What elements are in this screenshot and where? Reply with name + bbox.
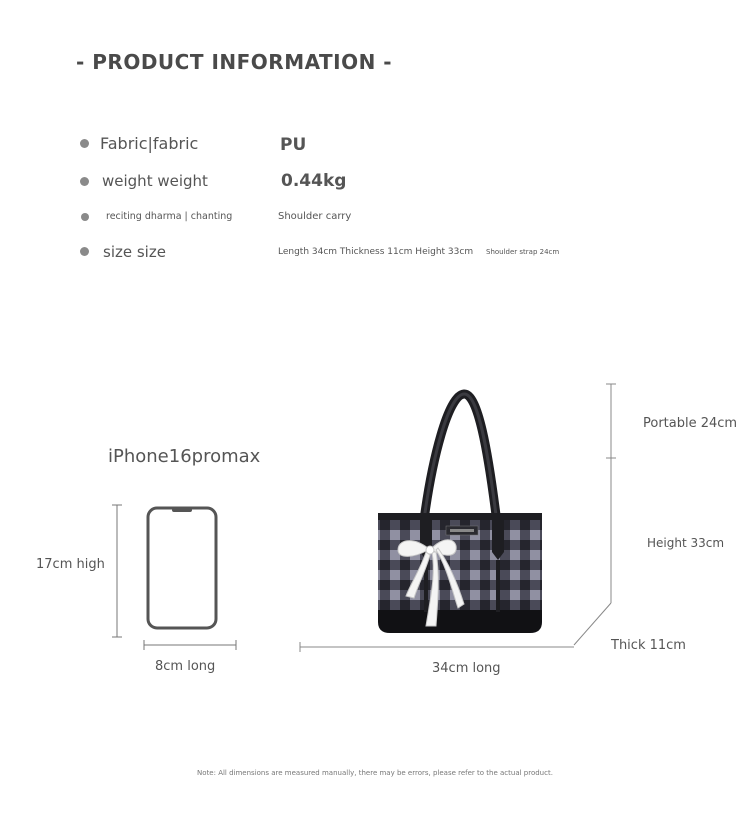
handbag-image bbox=[378, 394, 542, 633]
spec-value-size: Length 34cm Thickness 11cm Height 33cm bbox=[278, 247, 474, 257]
height-label: Height 33cm bbox=[647, 536, 725, 550]
bag-thickness-dimension bbox=[574, 603, 611, 645]
phone-width-label: 8cm long bbox=[155, 659, 216, 674]
thick-label: Thick 11cm bbox=[611, 638, 686, 653]
disclaimer-note: Note: All dimensions are measured manually, there may be errors, please refer to the actual product. bbox=[197, 769, 553, 777]
phone-width-dimension bbox=[144, 640, 236, 650]
phone-model-label: iPhone16promax bbox=[108, 446, 261, 467]
phone-height-label: 17cm high bbox=[36, 557, 105, 572]
phone-outline-icon bbox=[148, 508, 216, 628]
page-title: - PRODUCT INFORMATION - bbox=[76, 50, 393, 74]
spec-label-carry: reciting dharma | chanting bbox=[106, 211, 233, 222]
portable-label: Portable 24cm bbox=[643, 416, 738, 431]
spec-label-fabric: Fabric|fabric bbox=[100, 134, 199, 153]
bag-length-dimension bbox=[300, 642, 574, 652]
length-label: 34cm long bbox=[432, 661, 501, 676]
bag-height-dimension bbox=[606, 384, 616, 603]
spec-value-weight: 0.44kg bbox=[281, 171, 347, 191]
phone-height-dimension bbox=[112, 505, 122, 637]
spec-value-strap: Shoulder strap 24cm bbox=[486, 248, 560, 256]
spec-label-weight: weight weight bbox=[102, 172, 208, 190]
spec-value-fabric: PU bbox=[280, 135, 307, 155]
spec-label-size: size size bbox=[103, 243, 166, 261]
spec-value-carry: Shoulder carry bbox=[278, 211, 352, 222]
